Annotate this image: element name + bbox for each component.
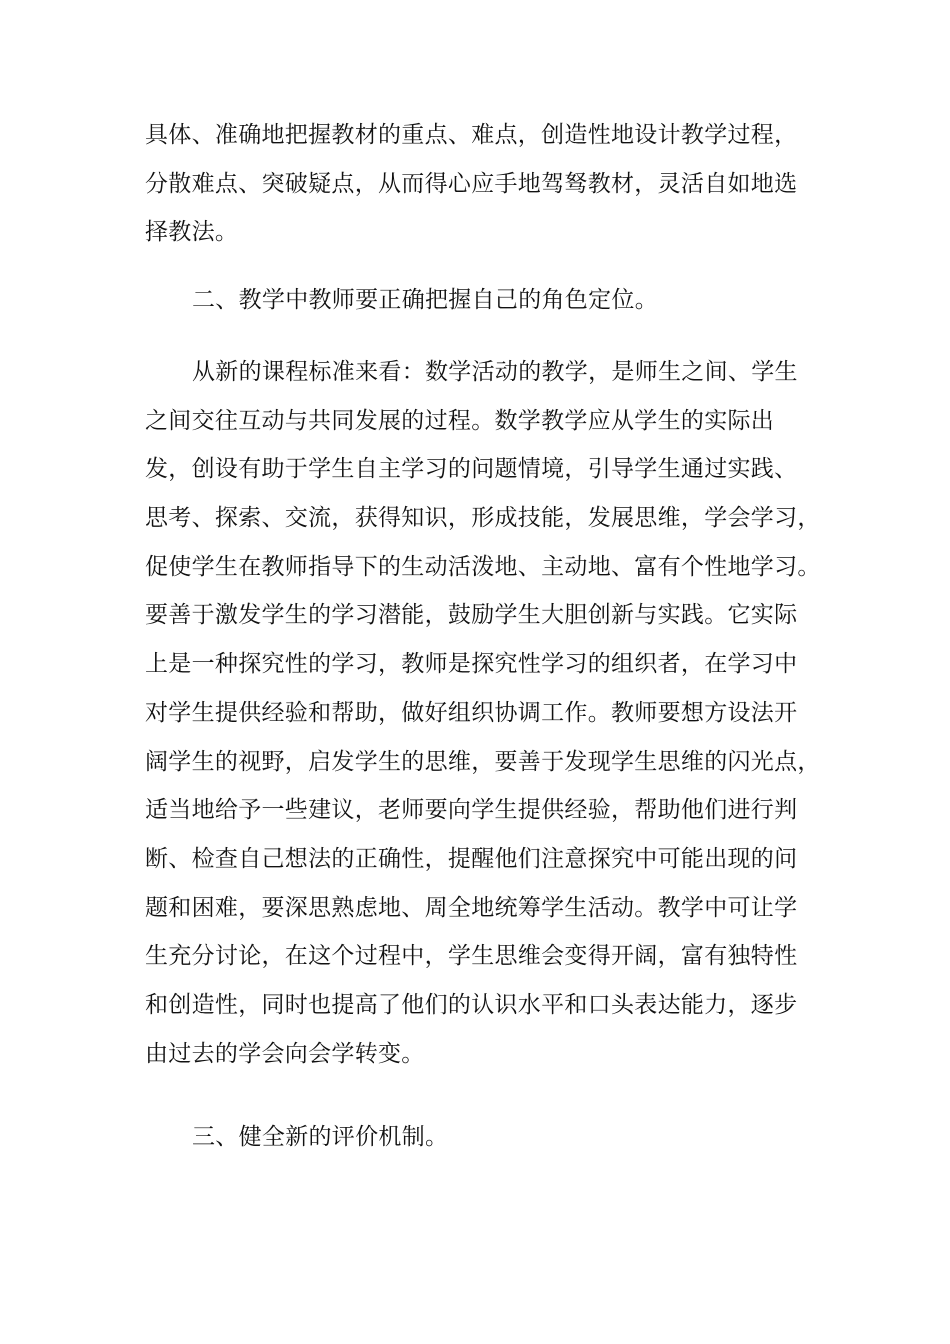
paragraph-line: 具体、准确地把握教材的重点、难点，创造性地设计教学过程，: [145, 122, 798, 148]
paragraph-line: 择教法。: [145, 219, 239, 246]
heading-text: 二、教学中教师要正确把握自己的角色定位。: [192, 287, 658, 313]
paragraph-line: 分散难点、突破疑点，从而得心应手地驾驽教材，灵活自如地选: [145, 170, 798, 197]
section-heading-2: [145, 276, 810, 325]
paragraph-line: 上是一种探究性的学习，教师是探究性学习的组织者，在学习中: [145, 651, 798, 678]
paragraph-line: 促使学生在教师指导下的生动活泼地、主动地、富有个性地学习。: [145, 553, 821, 580]
paragraph-line: 题和困难，要深思熟虑地、周全地统筹学生活动。教学中可让学: [145, 894, 798, 921]
paragraph-line: 和创造性，同时也提高了他们的认识水平和口头表达能力，逐步: [145, 991, 798, 1018]
paragraph-line: 生充分讨论，在这个过程中，学生思维会变得开阔，富有独特性: [145, 943, 798, 970]
continuation-paragraph: [145, 111, 810, 257]
paragraph-line: 阔学生的视野，启发学生的思维，要善于发现学生思维的闪光点，: [145, 748, 821, 775]
heading-text: 三、健全新的评价机制。: [192, 1124, 449, 1150]
section-heading-3: [145, 1113, 810, 1162]
paragraph-line: 发，创设有助于学生自主学习的问题情境，引导学生通过实践、: [145, 456, 798, 483]
paragraph-line: 对学生提供经验和帮助，做好组织协调工作。教师要想方设法开: [145, 699, 798, 726]
paragraph-line: 要善于激发学生的学习潜能，鼓励学生大胆创新与实践。它实际: [145, 602, 798, 629]
body-paragraph: [145, 348, 821, 1078]
paragraph-line: 之间交往互动与共同发展的过程。数学教学应从学生的实际出: [145, 407, 775, 434]
paragraph-line: 断、检查自己想法的正确性，提醒他们注意探究中可能出现的问: [145, 845, 798, 872]
paragraph-line: 思考、探索、交流，获得知识，形成技能，发展思维，学会学习，: [145, 505, 821, 532]
paragraph-line: 从新的课程标准来看：数学活动的教学，是师生之间、学生: [192, 359, 798, 385]
paragraph-line: 适当地给予一些建议，老师要向学生提供经验，帮助他们进行判: [145, 797, 798, 824]
paragraph-line: 由过去的学会向会学转变。: [145, 1040, 425, 1067]
